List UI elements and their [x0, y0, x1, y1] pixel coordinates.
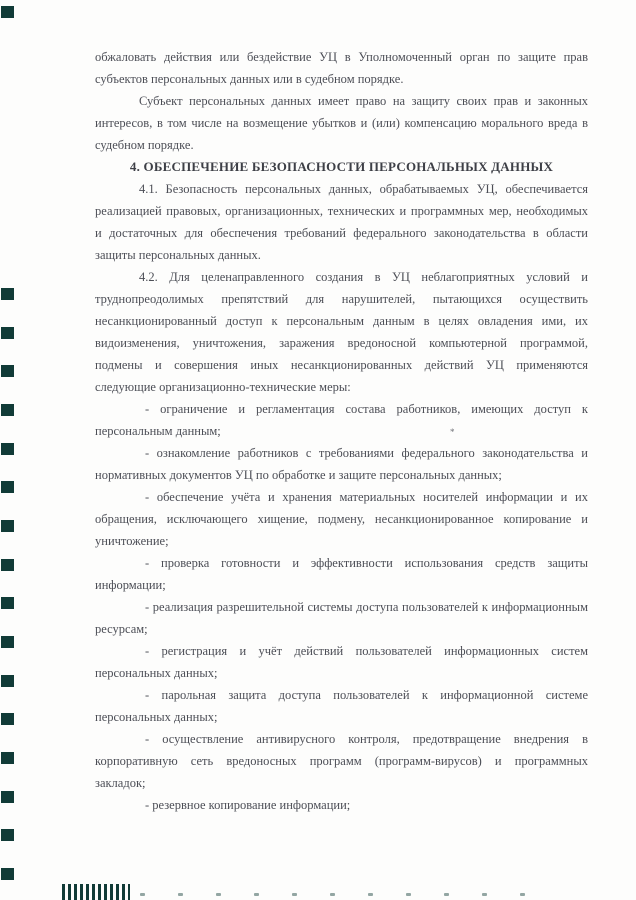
scan-speck	[482, 893, 487, 896]
text-line: уничтожение;	[95, 534, 169, 548]
scan-speck	[292, 893, 297, 896]
bullet-item	[95, 794, 588, 816]
scan-speck	[406, 893, 411, 896]
scan-mark	[1, 404, 14, 416]
scan-speck	[520, 893, 525, 896]
text-line: 4.2. Для целенаправленного создания в УЦ неблагоприятных условий и	[139, 270, 588, 284]
scan-mark	[1, 520, 14, 532]
paragraph	[95, 266, 588, 398]
text-line: интересов, в том числе на возмещение убытков и (или) компенсацию морального вреда в	[95, 116, 588, 130]
bullet-item	[95, 596, 588, 640]
text-line: реализацией правовых, организационных, технических и программных мер, необходимых	[95, 204, 588, 218]
text-line: персональных данных;	[95, 666, 218, 680]
paragraph	[95, 46, 588, 90]
paragraph	[95, 90, 588, 156]
text-line: ресурсам;	[95, 622, 148, 636]
scan-mark	[1, 6, 14, 18]
text-line: видоизменения, уничтожения, заражения вредоносной компьютерной программой,	[95, 336, 588, 350]
bullet-item	[95, 442, 588, 486]
scan-mark	[1, 481, 14, 493]
scan-mark	[1, 713, 14, 725]
text-line: 4.1. Безопасность персональных данных, обрабатываемых УЦ, обеспечивается	[139, 182, 588, 196]
scan-speck	[178, 893, 183, 896]
barcode-artifact	[62, 884, 130, 900]
bullet-item	[95, 486, 588, 552]
scan-mark	[1, 443, 14, 455]
text-line: - парольная защита доступа пользователей к информационной системе	[145, 688, 588, 702]
text-line: следующие организационно-технические меры:	[95, 380, 351, 394]
text-line: несанкционированный доступ к персональным данным в целях овладения ими, их	[95, 314, 588, 328]
bullet-item	[95, 398, 588, 442]
bullet-item	[95, 684, 588, 728]
scan-mark	[1, 365, 14, 377]
scan-mark	[1, 597, 14, 609]
scan-speck	[368, 893, 373, 896]
scan-mark	[1, 829, 14, 841]
scan-speck	[444, 893, 449, 896]
scan-mark	[1, 791, 14, 803]
text-line: - проверка готовности и эффективности использования средств защиты	[145, 556, 588, 570]
text-line: персональных данных;	[95, 710, 218, 724]
text-line: труднопреодолимых препятствий для нарушителей, пытающихся осуществить	[95, 292, 588, 306]
scan-mark	[1, 752, 14, 764]
scan-speck	[254, 893, 259, 896]
text-line: обращения, исключающего хищение, подмену, несанкционированное копирование и	[95, 512, 588, 526]
text-line: корпоративную сеть вредоносных программ (программ-вирусов) и программных	[95, 754, 588, 768]
text-line: - ознакомление работников с требованиями федерального законодательства и	[145, 446, 588, 460]
document-content	[95, 46, 588, 816]
text-line: защиты персональных данных.	[95, 248, 261, 262]
text-line: - обеспечение учёта и хранения материальных носителей информации и их	[145, 490, 588, 504]
text-line: закладок;	[95, 776, 146, 790]
text-line: субъектов персональных данных или в судебном порядке.	[95, 72, 404, 86]
text-line: - реализация разрешительной системы доступа пользователей к информационным	[145, 600, 588, 614]
scan-mark	[1, 559, 14, 571]
text-line: подмены и совершения иных несанкционированных действий УЦ применяются	[95, 358, 588, 372]
text-line: нормативных документов УЦ по обработке и защите персональных данных;	[95, 468, 502, 482]
paragraph	[95, 178, 588, 266]
bullet-item	[95, 552, 588, 596]
text-line: - резервное копирование информации;	[145, 798, 351, 812]
text-line: судебном порядке.	[95, 138, 194, 152]
text-line: Субъект персональных данных имеет право на защиту своих прав и законных	[139, 94, 588, 108]
scan-mark	[1, 288, 14, 300]
text-line: персональным данным;	[95, 424, 221, 438]
scan-mark	[1, 868, 14, 880]
scan-speck	[216, 893, 221, 896]
scan-mark	[1, 636, 14, 648]
bullet-item	[95, 728, 588, 794]
scan-speck	[140, 893, 145, 896]
text-line: - ограничение и регламентация состава работников, имеющих доступ к	[145, 402, 588, 416]
scan-speck	[330, 893, 335, 896]
section-heading: 4. ОБЕСПЕЧЕНИЕ БЕЗОПАСНОСТИ ПЕРСОНАЛЬНЫХ ДАННЫХ	[129, 159, 554, 174]
text-line: информации;	[95, 578, 166, 592]
text-line: и достаточных для обеспечения требований федерального законодательства в области	[95, 226, 588, 240]
text-line: - осуществление антивирусного контроля, предотвращение внедрения в	[145, 732, 588, 746]
bullet-item	[95, 640, 588, 684]
scan-mark	[1, 675, 14, 687]
scan-mark	[1, 327, 14, 339]
text-line: - регистрация и учёт действий пользователей информационных систем	[145, 644, 588, 658]
text-line: обжаловать действия или бездействие УЦ в Уполномоченный орган по защите прав	[95, 50, 588, 64]
stray-mark: *	[450, 427, 455, 437]
